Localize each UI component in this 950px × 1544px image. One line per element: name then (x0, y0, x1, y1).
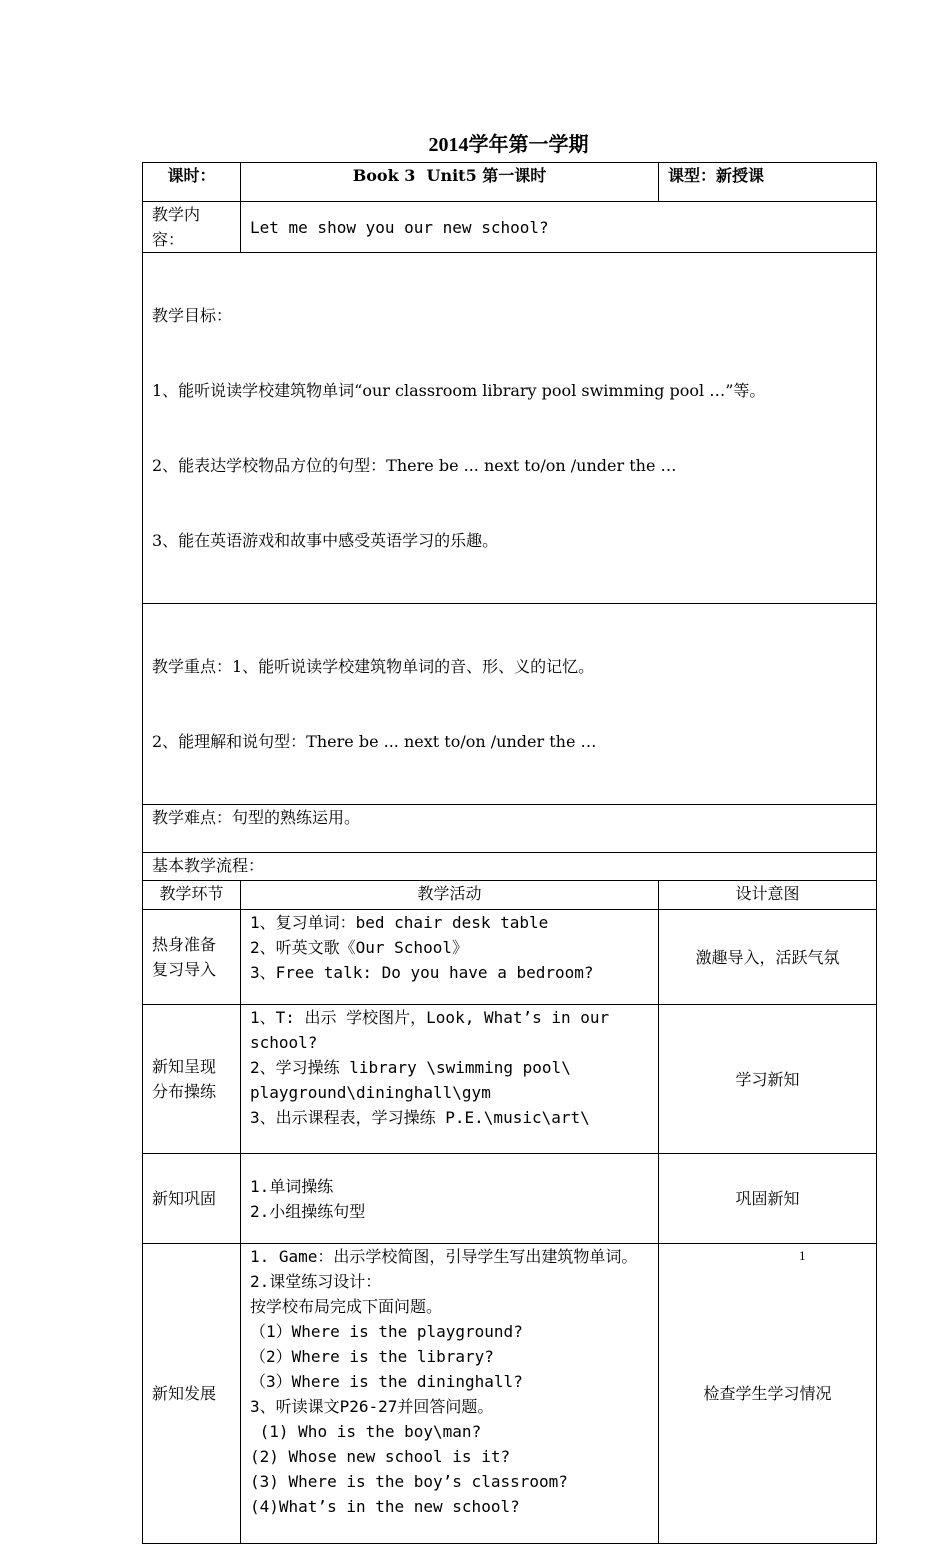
activities-cell: 1、复习单词：bed chair desk table 2、听英文歌《Our School》 3、Free talk: Do you have a bedroom? (241, 910, 659, 1005)
key-points-line: 教学重点：1、能听说读学校建筑物单词的音、形、义的记忆。 (152, 657, 595, 676)
difficulties-cell: 教学难点：句型的熟练运用。 (143, 805, 877, 853)
flow-label: 基本教学流程： (143, 853, 877, 881)
stage-cell: 新知呈现 分布操练 (143, 1005, 241, 1154)
table-row (143, 910, 877, 1005)
activities-cell: 1、T: 出示 学校图片，Look, What’s in our school? 2、学习操练 library \swimming pool\ playground\dininghall\gym 3、出示课程表，学习操练 P.E.\music\art\ (241, 1005, 659, 1154)
page-title: 2014学年第一学期 (428, 134, 589, 156)
stage-cell: 新知发展 (143, 1244, 241, 1544)
objectives-cell (143, 253, 877, 604)
column-header-intent: 设计意图 (659, 881, 877, 910)
key-points-line: 2、能理解和说句型：There be ... next to/on /under the … (152, 732, 597, 751)
table-row (143, 1005, 877, 1154)
intent-cell: 检查学生学习情况 (659, 1244, 877, 1544)
stage-cell: 热身准备 复习导入 (143, 910, 241, 1005)
content-label: 教学内容： (143, 202, 241, 253)
stage-cell: 新知巩固 (143, 1154, 241, 1244)
activities-cell: 1.单词操练 2.小组操练句型 (241, 1154, 659, 1244)
content-value: Let me show you our new school? (241, 202, 877, 253)
intent-cell: 巩固新知 (659, 1154, 877, 1244)
objectives-label: 教学目标： (152, 306, 233, 325)
objective-item: 3、能在英语游戏和故事中感受英语学习的乐趣。 (152, 531, 499, 550)
lesson-title: Book 3 Unit5 第一课时 (241, 163, 659, 202)
intent-cell: 激趣导入，活跃气氛 (659, 910, 877, 1005)
table-row (143, 1154, 877, 1244)
activities-cell: 1. Game：出示学校简图，引导学生写出建筑物单词。 2.课堂练习设计： 按学校布局完成下面问题。 （1）Where is the playground? （2）Where is the library? （3）Where is the dininghall? 3、听读课文P26-27并回答问题。 (1) Who is the boy\man? (2) Whose new school is it? (3) Where is the boy’s classroom? (4)What’s in the new school? (241, 1244, 659, 1544)
period-label: 课时： (143, 163, 241, 202)
column-header-stage: 教学环节 (143, 881, 241, 910)
page-number: 1 (799, 1248, 806, 1263)
column-header-activities: 教学活动 (241, 881, 659, 910)
intent-cell: 学习新知 (659, 1005, 877, 1154)
key-points-cell (143, 604, 877, 805)
table-row (143, 1244, 877, 1544)
objective-item: 1、能听说读学校建筑物单词“our classroom library pool swimming pool …”等。 (152, 381, 766, 400)
objective-item: 2、能表达学校物品方位的句型：There be ... next to/on /under the … (152, 456, 677, 475)
lesson-plan-table (142, 162, 877, 1544)
lesson-type: 课型：新授课 (659, 163, 877, 202)
